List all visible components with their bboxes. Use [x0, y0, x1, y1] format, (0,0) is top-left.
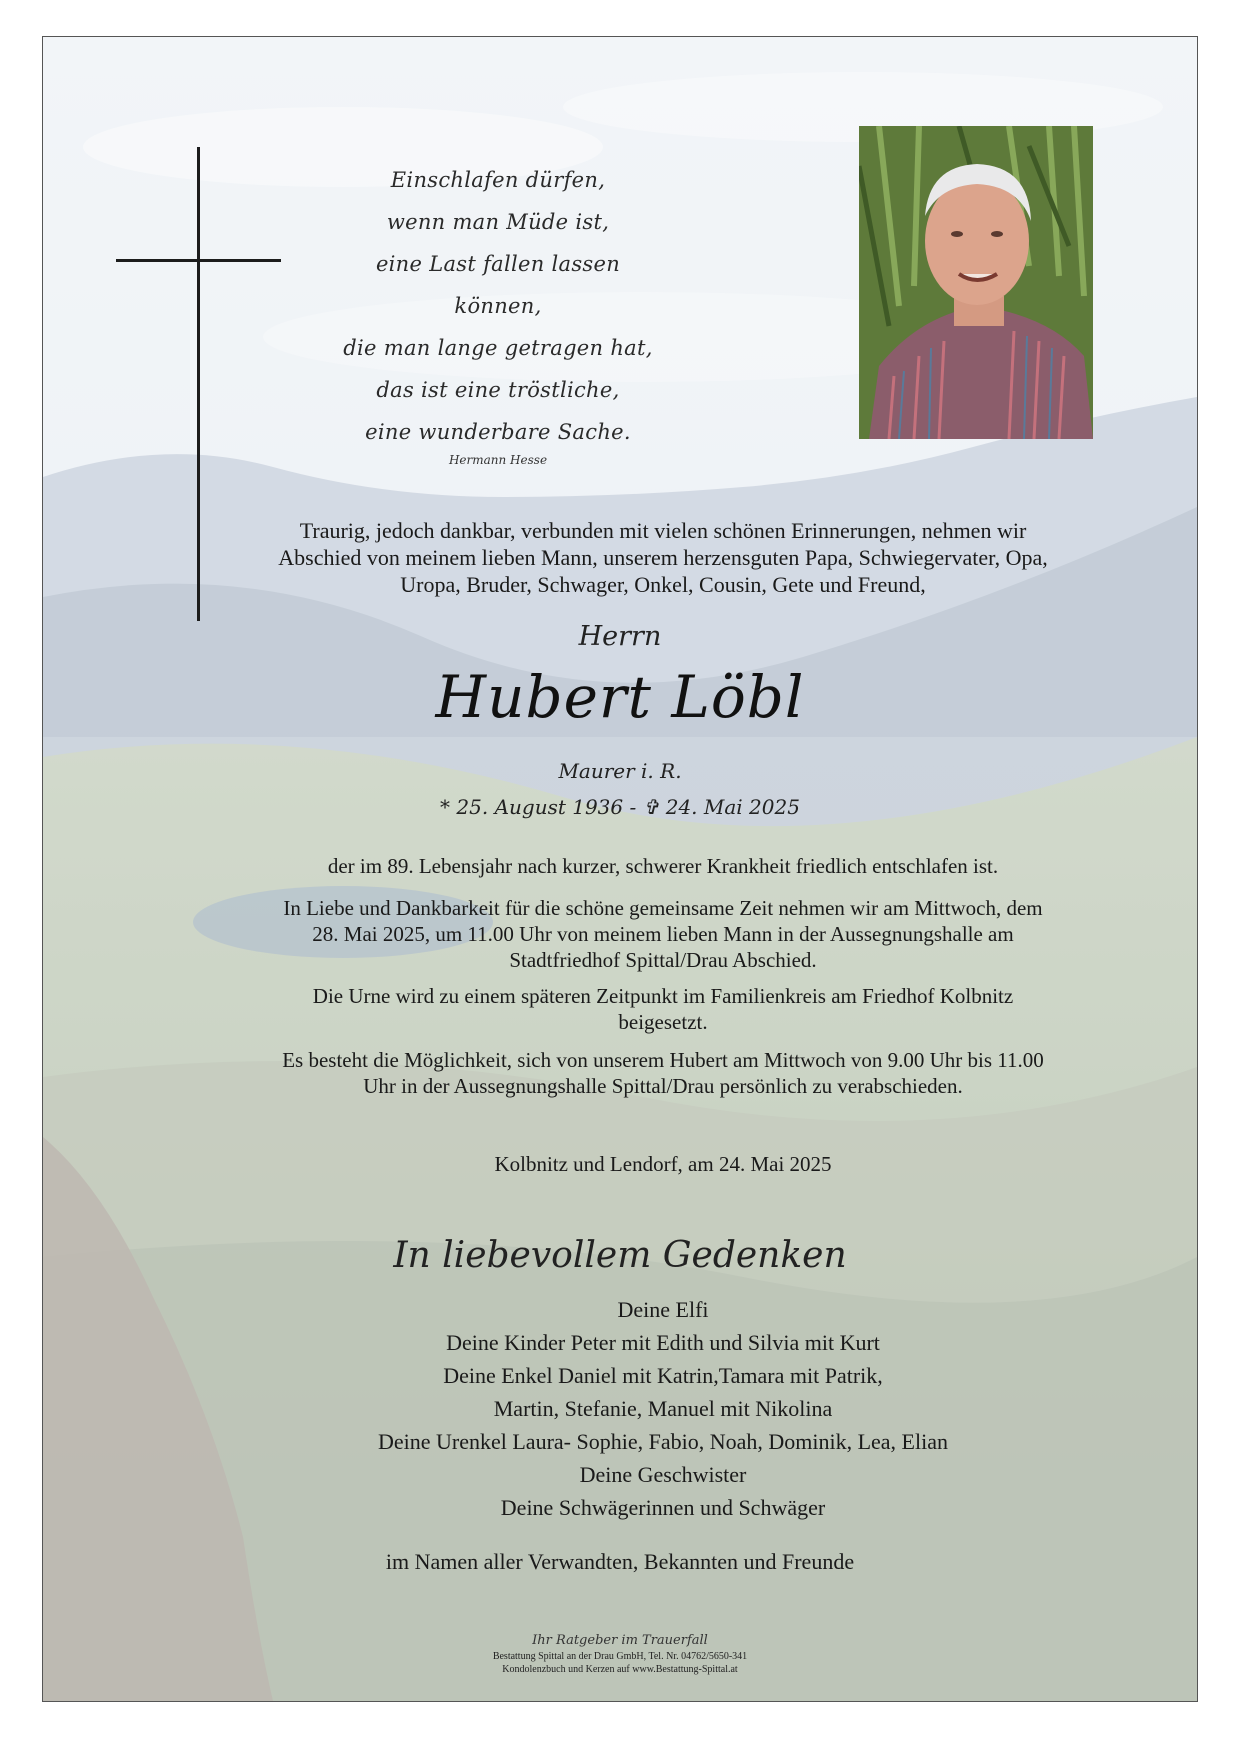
place-date: Kolbnitz und Lendorf, am 24. Mai 2025 — [494, 1152, 832, 1176]
poem-author: Hermann Hesse — [448, 453, 548, 467]
intro-text: Traurig, jedoch dankbar, verbunden mit vielen schönen Erinnerungen, nehmen wir Abschied von meinem lieben Mann, unserem herzensguten Papa, Schwiegervater, Opa, Uropa, Bruder, Schwager, Onkel, Cousin, Gete und Freund, — [278, 518, 1048, 597]
age-text: der im 89. Lebensjahr nach kurzer, schwerer Krankheit friedlich entschlafen ist. — [327, 854, 999, 878]
footer-slogan: Ihr Ratgeber im Trauerfall — [532, 1633, 708, 1648]
obituary-card — [42, 36, 1198, 1702]
list-item: Deine Elfi — [617, 1297, 709, 1322]
list-item: Deine Enkel Daniel mit Katrin,Tamara mit Patrik, — [443, 1363, 883, 1388]
list-item: Deine Schwägerinnen und Schwäger — [500, 1495, 826, 1520]
portrait-photo — [859, 126, 1093, 439]
poem — [333, 159, 663, 467]
poem-line: Einschlafen dürfen, — [390, 168, 606, 192]
list-item: Deine Geschwister — [579, 1462, 747, 1487]
list-item: Deine Urenkel Laura- Sophie, Fabio, Noah, Dominik, Lea, Elian — [377, 1429, 948, 1454]
cross-icon-bar — [116, 259, 281, 262]
memorial-heading: In liebevollem Gedenken — [393, 1235, 847, 1276]
life-dates: * 25. August 1936 - ✞ 24. Mai 2025 — [440, 795, 800, 819]
footer-condolence: Kondolenzbuch und Kerzen auf www.Bestattung-Spittal.at — [502, 1664, 738, 1675]
urn-text: Die Urne wird zu einem späteren Zeitpunkt im Familienkreis am Friedhof Kolbnitz beigesetzt. — [312, 984, 1014, 1034]
farewell-text: In Liebe und Dankbarkeit für die schöne gemeinsame Zeit nehmen wir am Mittwoch, dem 28. Mai 2025, um 11.00 Uhr von meinem lieben Mann in der Aussegnungshalle am Stadtfriedhof Spittal/Drau Abschied. — [283, 896, 1043, 972]
list-item: Martin, Stefanie, Manuel mit Nikolina — [493, 1396, 833, 1421]
viewing-text: Es besteht die Möglichkeit, sich von unserem Hubert am Mittwoch von 9.00 Uhr bis 11.00 Uhr in der Aussegnungshalle Spittal/Drau persönlich zu verabschieden. — [282, 1048, 1044, 1098]
cross-icon — [197, 147, 200, 621]
profession: Maurer i. R. — [558, 759, 682, 783]
closing-text: im Namen aller Verwandten, Bekannten und Freunde — [385, 1549, 855, 1574]
footer — [43, 1633, 1197, 1676]
deceased-name: Hubert Löbl — [435, 663, 805, 731]
mourners-list — [243, 1293, 1083, 1524]
footer-company: Bestattung Spittal an der Drau GmbH, Tel. Nr. 04762/5650-341 — [492, 1651, 748, 1662]
poem-line: eine wunderbare Sache. — [365, 420, 631, 444]
poem-line: wenn man Müde ist, — [386, 210, 610, 234]
list-item: Deine Kinder Peter mit Edith und Silvia mit Kurt — [446, 1330, 880, 1355]
poem-line: das ist eine tröstliche, — [376, 378, 620, 402]
poem-line: die man lange getragen hat, — [343, 336, 653, 360]
honorific: Herrn — [578, 621, 662, 652]
poem-line: eine Last fallen lassen können, — [375, 252, 621, 318]
